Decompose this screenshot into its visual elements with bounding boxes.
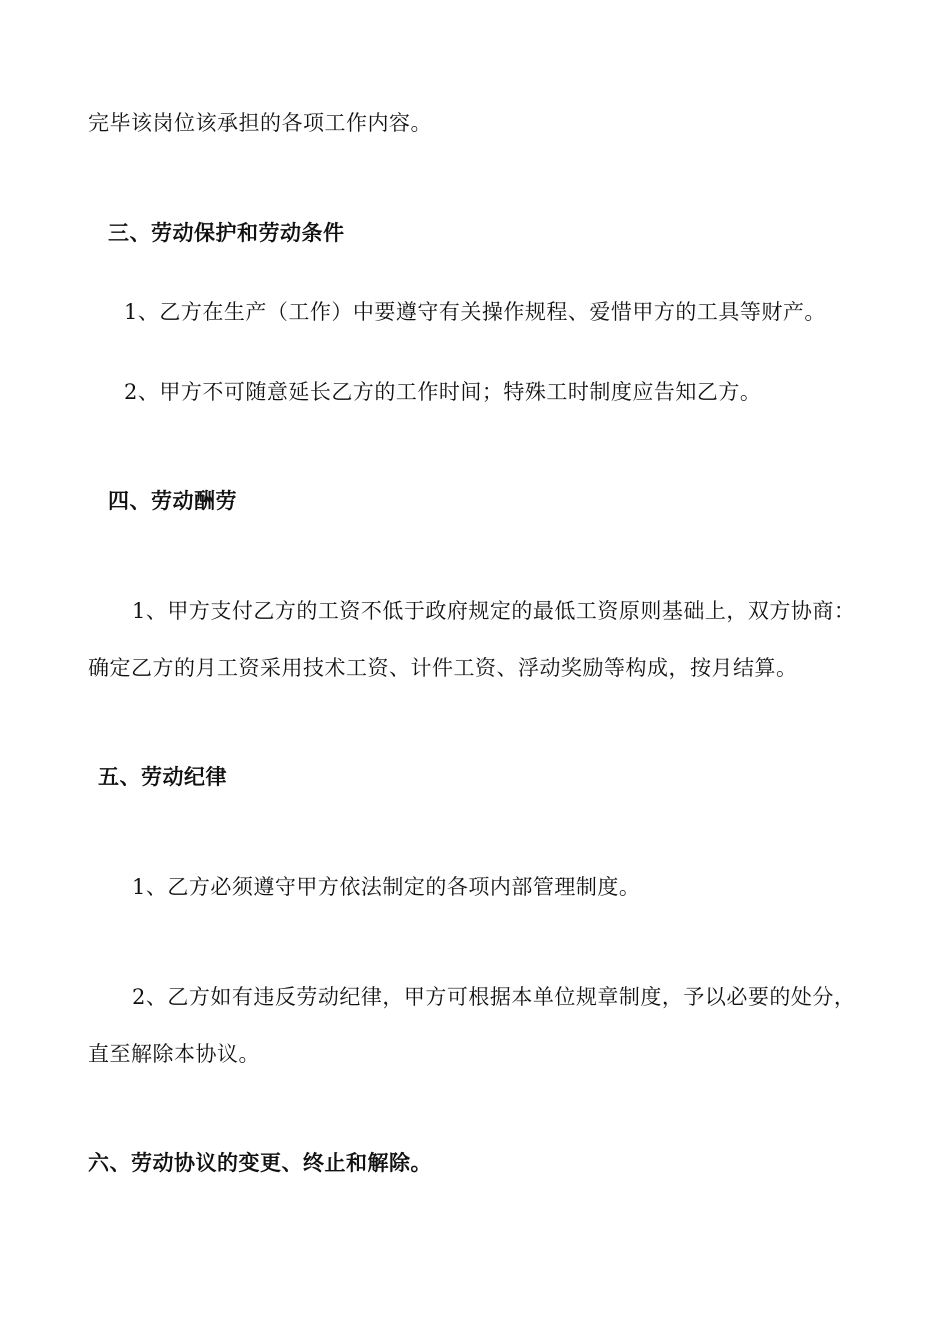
paragraph-line: 完毕该岗位该承担的各项工作内容。 [88, 111, 432, 135]
paragraph-line: 确定乙方的月工资采用技术工资、计件工资、浮动奖励等构成，按月结算。 [88, 656, 798, 680]
section-heading-5: 五、劳动纪律 [98, 765, 227, 789]
section-heading-3: 三、劳动保护和劳动条件 [108, 221, 345, 245]
section-heading-4: 四、劳动酬劳 [108, 489, 237, 513]
paragraph-line: 1、乙方在生产（工作）中要遵守有关操作规程、爱惜甲方的工具等财产。 [124, 300, 826, 324]
paragraph-line: 1、甲方支付乙方的工资不低于政府规定的最低工资原则基础上，双方协商： [132, 599, 856, 623]
paragraph-line: 1、乙方必须遵守甲方依法制定的各项内部管理制度。 [132, 875, 641, 899]
paragraph-line: 直至解除本协议。 [88, 1042, 260, 1066]
paragraph-line: 2、甲方不可随意延长乙方的工作时间；特殊工时制度应告知乙方。 [124, 380, 762, 404]
paragraph-line: 2、乙方如有违反劳动纪律，甲方可根据本单位规章制度，予以必要的处分， [132, 985, 856, 1009]
section-heading-6: 六、劳动协议的变更、终止和解除。 [88, 1151, 432, 1175]
